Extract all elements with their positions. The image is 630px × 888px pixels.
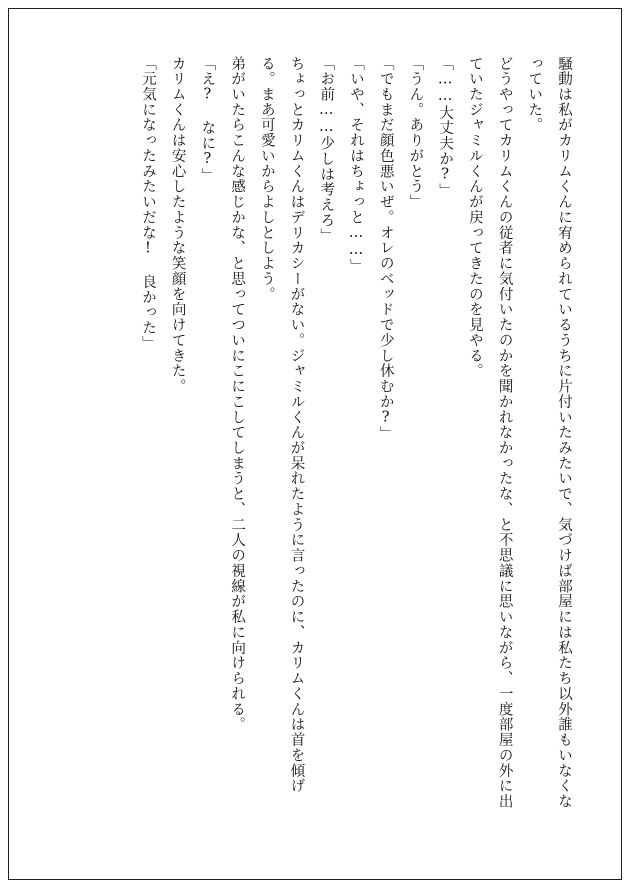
paragraph-dialogue: 「……大丈夫か?」	[437, 56, 454, 199]
paragraph: 騒動は私がカリムくんに宥められているうちに片付いたみたいで、気づけば部屋には私たち以外誰もいなくなっていた。	[526, 56, 572, 810]
paragraph: どうやってカリムくんの従者に気付いたのかを聞かれなかったな、と不思議に思いながら、一度部屋の外に出ていたジャミルくんが戻ってきたのを見やる。	[466, 56, 513, 810]
paragraph: 弟がいたらこんな感じかな、と思ってついにこにこしてしまうと、二人の視線が私に向けられる。	[229, 56, 246, 733]
paragraph-dialogue: 「お前……少しは考えろ」	[318, 56, 335, 244]
novel-text-column	[132, 56, 578, 816]
paragraph: ちょっとカリムくんはデリカシーがない。ジャミルくんが呆れたように言ったのに、カリムくんは首を傾げる。まあ可愛いからよしとしよう。	[258, 56, 305, 794]
paragraph-dialogue: 「うん。ありがとう」	[407, 56, 424, 210]
paragraph: カリムくんは安心したような笑顔を向けてきた。	[169, 56, 186, 395]
paragraph-dialogue: 「いや、それはちょっと……」	[347, 56, 364, 275]
paragraph-dialogue: 「でもまだ顔色悪いぜ。オレのベッドで少し休むか?」	[377, 56, 394, 442]
paragraph-dialogue: 「元気になったみたいだな! 良かった」	[139, 56, 156, 352]
paragraph-dialogue: 「え? なに?」	[199, 56, 216, 184]
